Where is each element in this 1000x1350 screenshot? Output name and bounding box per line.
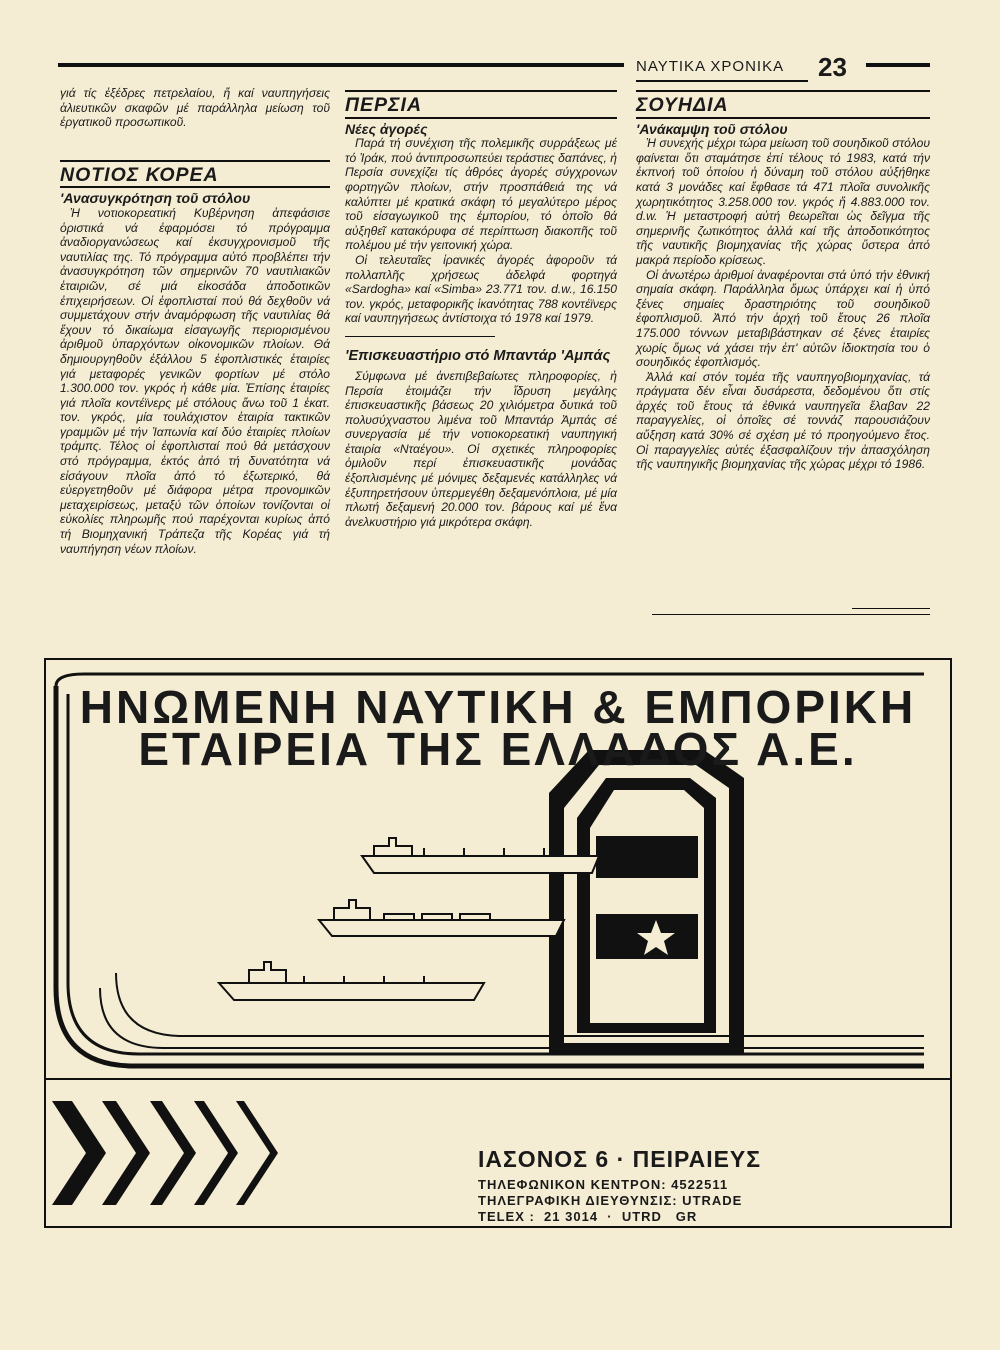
telex-number: TELEX : 21 3014 · UTRD GR bbox=[478, 1209, 698, 1224]
address-street: ΙΑΣΟΝΟΣ 6 · ΠΕΙΡΑΙΕΥΣ bbox=[478, 1146, 762, 1172]
subtitle-fleet-recovery: 'Ανάκαμψη τοῦ στόλου bbox=[636, 120, 788, 137]
header-rule-under bbox=[636, 80, 808, 82]
telegraph-address: ΤΗΛΕΓΡΑΦΙΚΗ ΔΙΕΥΘΥΝΣΙΣ: UTRADE bbox=[478, 1193, 743, 1208]
subtitle-repair-yard: 'Επισκευαστήριο στό Μπαντάρ 'Αμπάς bbox=[345, 347, 611, 364]
section-title-korea: ΝΟΤΙΟΣ ΚΟΡΕΑ bbox=[60, 163, 219, 186]
section-rule-bottom bbox=[60, 186, 330, 188]
header-rule-left bbox=[58, 63, 624, 67]
company-advertisement bbox=[44, 658, 952, 1228]
ship-2 bbox=[319, 900, 564, 936]
section-title-persia: ΠΕΡΣΙΑ bbox=[345, 94, 423, 116]
subtitle-fleet-restructuring: 'Ανασυγκρότηση τοῦ στόλου bbox=[60, 190, 251, 207]
continued-paragraph: γιά τίς ἐξέδρες πετρελαίου, ἤ καί ναυπηγήσεις ἁλιευτικῶν σκαφῶν μέ παράλληλα μείωση τοῦ ἐργατικοῦ προσωπικοῦ. bbox=[60, 86, 330, 130]
section-rule-bottom bbox=[345, 117, 617, 119]
telephone-center: ΤΗΛΕΦΩΝΙΚΟΝ ΚΕΝΤΡΟΝ: 4522511 bbox=[478, 1177, 729, 1192]
column-sweden bbox=[636, 90, 930, 472]
column-end-rule-2 bbox=[652, 614, 930, 615]
section-rule-bottom bbox=[636, 117, 930, 119]
article-body-korea: Ἡ νοτιοκορεατική Κυβέρνηση ἀπεφάσισε ὁριστικά νά ἐφαρμόσει τό πρόγραμμα ἀναδιοργανώσεως καί ἐκσυγχρονισμοῦ τῆς ναυτιλίας της. Τό πρόγραμμα αὐτό προβλέπει τήν ἀνασυγκρότηση τῶν σημερινῶν 70 ναυτιλιακῶν ἑταιριῶν, σέ μιά εἰκοσάδα ἀποδοτικῶν ἐπιχειρήσεων. Οἱ ἐφοπλισταί πού θά δεχθοῦν νά συμμετάχουν στήν ἀναμόρφωση τῆς ναυτιλίας θά ἔχουν τό δικαίωμα εἰσαγωγῆς περιορισμένου ἀριθμοῦ ὑπαρχόντων οἰκονομικῶν πλοίων. Θά δημιουργηθοῦν ἐξάλλου 5 ἐφοπλιστικές ἑταιρίες γιά μεταφορές γενικῶν φορτίων μέ στόλο 1.300.000 τον. γκρός ἡ κάθε μία. Ἐπίσης ἑταιρίες γιά πλοῖα κοντέϊνερς μέ στόλους ἄνω τοῦ 1 ἑκατ. τον. γκρός, μία τουλάχιστον ἑταιρία τακτικῶν γραμμῶν μέ τήν Ἰαπωνία καί δύο ἑταιρίες πλοίων τράμπς. Τέλος οἱ ἐφοπλισταί πού θά μετάσχουν στό πρόγραμμα, ἐκτός ἀπό τή δυνατότητα νά εἰσάγουν πλοῖα ἀπό τό ἐξωτερικό, θά εὐεργετηθοῦν μέ διάφορα μέτρα προνομικῶν μεταχειρίσεως, μεταξύ τῶν ὁποίων τονίζονται οἱ εὐκολίες πληρωμῆς πού παρέχονται κυρίως ἀπό τή Βιομηχανική Τράπεζα τῆς Κορέας γιά τή ναυπήγηση νέων πλοίων. bbox=[60, 205, 330, 556]
subsection-rule bbox=[345, 336, 495, 337]
subtitle-new-purchases: Νέες ἀγορές bbox=[345, 120, 428, 137]
article-body-sweden-1: Ἡ συνεχής μέχρι τώρα μείωση τοῦ σουηδικοῦ στόλου φαίνεται ὅτι σταμάτησε ἐπί τέλους τό 1983, κατά τήν ἐκπνοή τοῦ ὁποίου ἡ δύναμη τοῦ στόλου αὐξήθηκε κατά 3 μονάδες καί ἔφθασε τά 471 πλοῖα συνολικῆς χωρητικότητος 3.258.000 τον. γκρός ἤ 4.883.000 τον. d.w. Ἡ μεταστροφή αὐτή θεωρεῖται ὡς δεῖγμα τῆς σημερινῆς ζωτικότητος ἀλλά καί τῆς ἀποδοτικότητος τῆς ναυτικῆς βιομηχανίας τῆς χώρας ὕστερα ἀπό μακρά περίοδο κρίσεως. bbox=[636, 136, 930, 267]
ship-3 bbox=[219, 962, 484, 1000]
article-body-persia-1: Παρά τή συνέχιση τῆς πολεμικῆς συρράξεως μέ τό Ἰράκ, πού ἀντιπροσωπεύει τεράστιες δαπάνες, ἡ Περσία συνεχίζει τίς ἀθρόες ἀγορές σύγχρονων φορτηγῶν πλοίων, στήν προσπάθειά της νά καλύπτει μέ κρατικά σκάφη τό μεγαλύτερο μέρος τοῦ εἰσαγωγικοῦ της ἐμπορίου, τό ὁποῖο θά αὐξηθεῖ κατακόρυφα σέ περίπτωση διακοπῆς τοῦ πολέμου μέ τήν γειτονική χώρα. bbox=[345, 136, 617, 253]
column-end-rule bbox=[852, 608, 930, 609]
article-body-persia-3: Σύμφωνα μέ ἀνεπιβεβαίωτες πληροφορίες, ἡ Περσία ἑτοιμάζει τήν ἵδρυση μεγάλης ἐπισκευαστικῆς βάσεως 20 χιλιόμετρα δυτικά τοῦ πολυσύχναστου λιμένα τοῦ Μπαντάρ Ἀμπάς σέ συνεργασία μέ τήν νοτιοκορεατική ναυπηγική ἑταιρία «Νταέγου». Οἱ σχετικές πληροφορίες ὁμιλοῦν περί ἐπισκευαστικῆς μονάδας ἐξοπλισμένης μέ μόνιμες δεξαμενές κατάλληλες νά ἐξυπηρετήσουν ὑπερμεγέθη δεξαμενόπλοια, μέ μία πλωτή δεξαμενή 20.000 τον. βάρους καί μέ ἕνα ἀνελκυστήριο γιά μικρότερα σκάφη. bbox=[345, 368, 617, 529]
chevron-logo bbox=[52, 1101, 278, 1205]
article-body-sweden-2: Οἱ ἀνωτέρω ἀριθμοί ἀναφέρονται στά ὑπό τήν ἐθνική σημαία σκάφη. Παράλληλα ὅμως ὑπάρχει καί ἡ ὑπό ξένες σημαίες δραστηριότης τοῦ σουηδικοῦ ἐφοπλισμοῦ. Ἀπό τήν ἀρχή τοῦ ἔτους 26 πλοῖα 175.000 τόννων μεταβιβάστηκαν σέ ξένες ἑταιρίες χωρίς ὅμως νά χάσει τήν ἐπ' αὐτῶν ἰδιοκτησία του ὁ σουηδικός ἐφοπλισμός. bbox=[636, 267, 930, 370]
column-persia bbox=[345, 90, 617, 529]
article-body-persia-2: Οἱ τελευταῖες ἰρανικές ἀγορές ἀφοροῦν τά πολλαπλῆς χρήσεως ἀδελφά φορτηγά «Sardogha» καί «Simba» 23.771 τον. d.w., 16.150 τον. γκρός, μεταφορικῆς ἱκανότητας 788 κοντέϊνερς καί ναυπηγήσεως ἀντίστοιχα τό 1978 καί 1979. bbox=[345, 252, 617, 326]
column-south-korea bbox=[60, 86, 330, 556]
section-rule-top bbox=[636, 90, 930, 92]
header-rule-right bbox=[866, 63, 930, 67]
page-number: 23 bbox=[818, 52, 847, 82]
company-name-line1: ΗΝΩΜΕΝΗ ΝΑΥΤΙΚΗ & ΕΜΠΟΡΙΚΗ bbox=[79, 681, 917, 733]
article-body-sweden-3: Ἀλλά καί στόν τομέα τῆς ναυπηγοβιομηχανίας, τά πράγματα δέν εἶναι δυσάρεστα, δεδομένου ὅτι στίς ἀρχές τοῦ ἔτους τά ἐθνικά ναυπηγεῖα ἔλαβαν 22 παραγγελίες, οἱ ὁποῖες σέ τοννάζ παρουσιάζουν αὔξηση κατά 30% σέ σχέση μέ τό προηγούμενο ἔτος. Οἱ παραγγελίες αὐτές ἐξασφαλίζουν τήν ἀπασχόληση τῆς ναυπηγικῆς βιομηχανίας τῆς χώρας μέχρι τό 1986. bbox=[636, 369, 930, 472]
section-title-sweden: ΣΟΥΗΔΙΑ bbox=[636, 94, 729, 116]
section-rule-top bbox=[60, 160, 330, 162]
section-rule-top bbox=[345, 90, 617, 92]
company-name-line2: ΕΤΑΙΡΕΙΑ ΤΗΣ ΕΛΛΑΔΟΣ Α.Ε. bbox=[138, 723, 858, 775]
running-title: ΝΑΥΤΙΚΑ ΧΡΟΝΙΚΑ bbox=[636, 58, 785, 75]
